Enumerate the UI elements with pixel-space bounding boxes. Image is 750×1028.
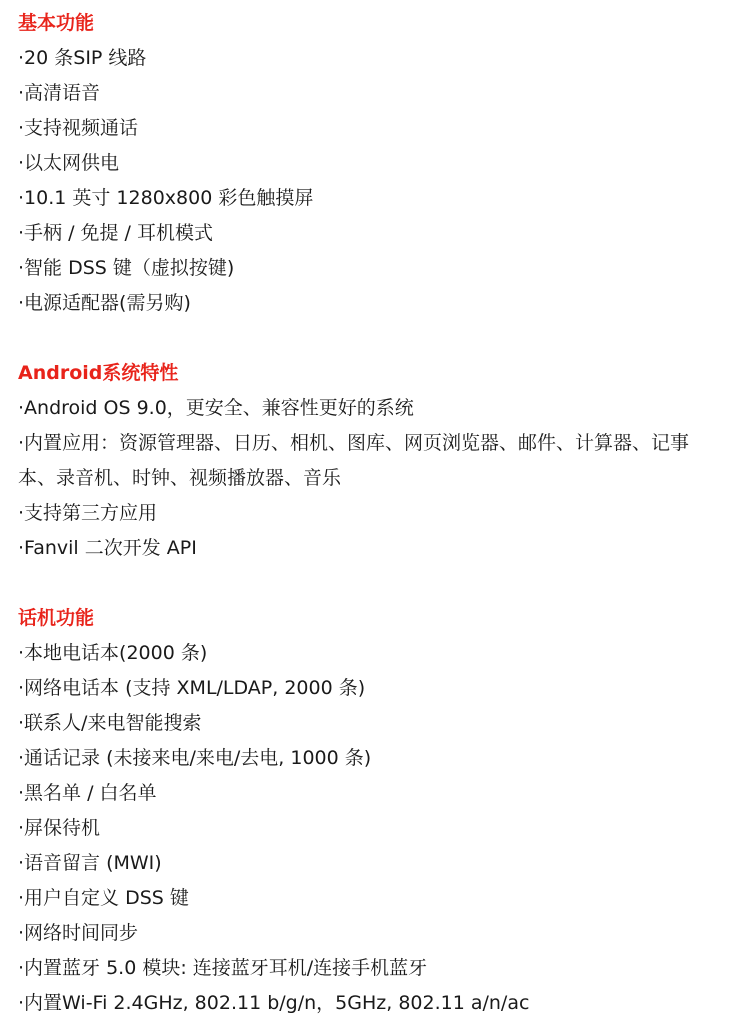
list-item: ·内置蓝牙 5.0 模块: 连接蓝牙耳机/连接手机蓝牙 xyxy=(18,957,428,979)
list-item: ·高清语音 xyxy=(18,82,101,104)
list-item: ·20 条SIP 线路 xyxy=(18,47,147,69)
list-item: ·网络时间同步 xyxy=(18,922,139,944)
list-item: ·10.1 英寸 1280x800 彩色触摸屏 xyxy=(18,187,314,209)
list-item: ·以太网供电 xyxy=(18,152,120,174)
list-item: ·联系人/来电智能搜索 xyxy=(18,712,202,734)
list-item: ·Fanvil 二次开发 API xyxy=(18,537,197,559)
list-item: ·黑名单 / 白名单 xyxy=(18,782,157,804)
list-item: ·通话记录 (未接来电/来电/去电, 1000 条) xyxy=(18,747,372,769)
feature-list xyxy=(18,391,742,566)
list-item: ·Android OS 9.0，更安全、兼容性更好的系统 xyxy=(18,397,414,419)
section-android-features xyxy=(18,356,742,566)
list-item: ·用户自定义 DSS 键 xyxy=(18,887,189,909)
list-item: ·支持视频通话 xyxy=(18,117,139,139)
list-item: ·智能 DSS 键（虚拟按键) xyxy=(18,257,235,279)
section-basic-features xyxy=(18,6,742,321)
list-item: ·网络电话本 (支持 XML/LDAP, 2000 条) xyxy=(18,677,366,699)
section-heading-android-features: Android系统特性 xyxy=(18,362,179,384)
list-item: ·内置应用：资源管理器、日历、相机、图库、网页浏览器、邮件、计算器、记事本、录音机、时钟、视频播放器、音乐 xyxy=(18,432,690,489)
section-phone-features xyxy=(18,601,742,1021)
section-heading-phone-features: 话机功能 xyxy=(18,607,95,629)
section-heading-basic-features: 基本功能 xyxy=(18,12,95,34)
feature-list-page xyxy=(18,6,742,1021)
feature-list xyxy=(18,636,742,1021)
list-item: ·本地电话本(2000 条) xyxy=(18,642,208,664)
list-item: ·屏保待机 xyxy=(18,817,101,839)
list-item: ·手柄 / 免提 / 耳机模式 xyxy=(18,222,214,244)
list-item: ·电源适配器(需另购) xyxy=(18,292,191,314)
list-item: ·支持第三方应用 xyxy=(18,502,158,524)
list-item: ·内置Wi-Fi 2.4GHz, 802.11 b/g/n，5GHz, 802.11 a/n/ac xyxy=(18,992,530,1014)
feature-list xyxy=(18,41,742,321)
list-item: ·语音留言 (MWI) xyxy=(18,852,162,874)
